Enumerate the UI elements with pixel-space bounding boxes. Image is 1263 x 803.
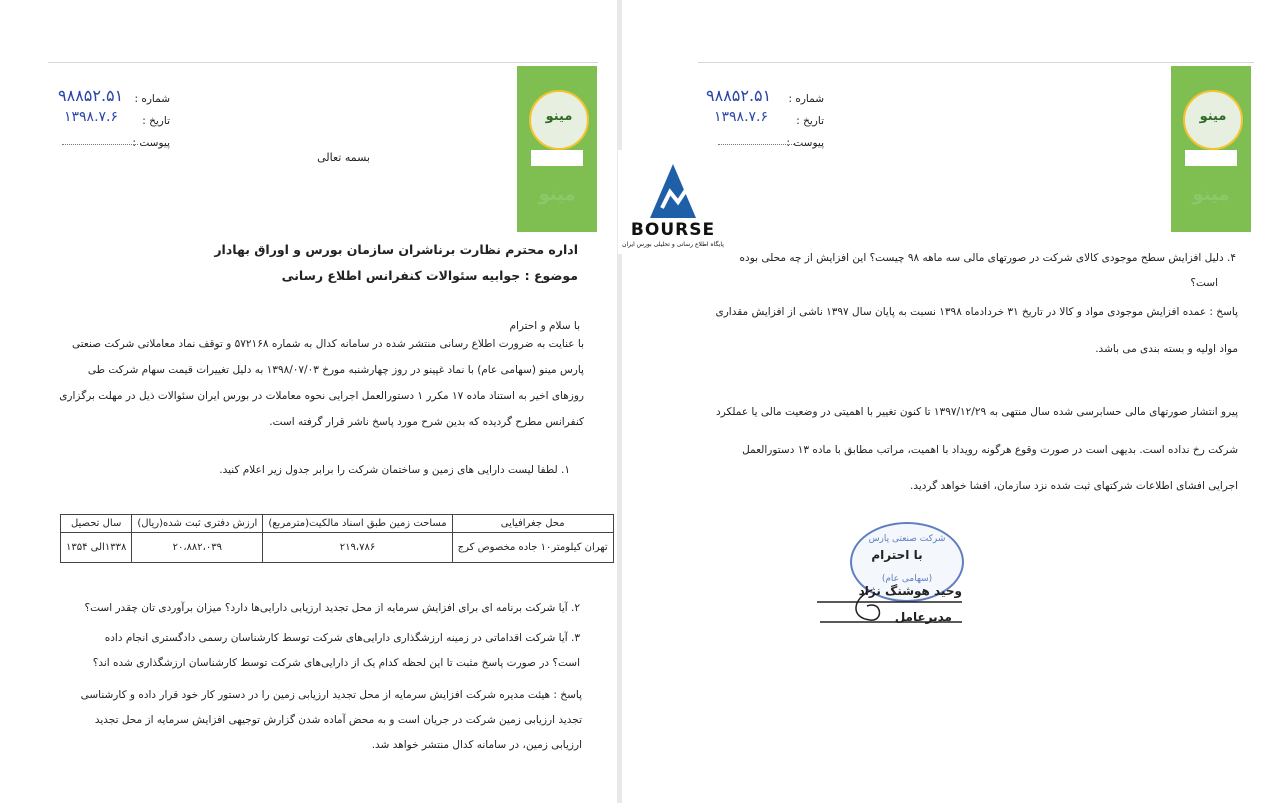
question-3-line: است؟ در صورت پاسخ مثبت تا این لحظه کدام یک از دارایی‌های شرکت توسط کارشناسان ارزشگذاری شده اند؟ xyxy=(92,657,580,669)
signer-name: وحید هوشنگ نژاد xyxy=(858,584,962,598)
intro-line: کنفرانس مطرح گردیده که بدین شرح مورد پاسخ ناشر قرار گرفته است. xyxy=(269,416,584,428)
addressee: اداره محترم نظارت برناشران سازمان بورس و اوراق بهادار xyxy=(214,242,578,257)
logo-cloth-icon xyxy=(1185,150,1237,166)
attachment-label: پیوست : xyxy=(786,137,824,149)
table-header-cell: محل جغرافیایی xyxy=(452,515,613,533)
greeting: با سلام و احترام xyxy=(509,320,580,332)
signature-icon xyxy=(812,580,972,628)
logo-cloth-icon xyxy=(531,150,583,166)
company-seal-icon: مینو xyxy=(1183,90,1243,150)
attachment-label: پیوست : xyxy=(132,137,170,149)
number-value: ۹۸۸۵۲.۵۱ xyxy=(706,86,772,105)
company-brand: مینو xyxy=(538,184,576,205)
number-label: شماره : xyxy=(788,93,824,105)
header-rule xyxy=(698,62,1254,63)
signer-title: مدیرعامل xyxy=(894,610,952,624)
company-brand: مینو xyxy=(1192,184,1230,205)
assets-table xyxy=(60,514,614,563)
followup-line: شرکت رخ نداده است. بدیهی است در صورت وقوع هرگونه رویداد با اهمیت، مراتب مطابق با ماده ۱۳ دستورالعمل xyxy=(742,444,1238,456)
table-header-row xyxy=(61,515,614,533)
closing: با احترام xyxy=(871,548,923,562)
stamp-text-top: شرکت صنعتی پارس xyxy=(868,534,946,544)
answer-3-line: پاسخ : هیئت مدیره شرکت افزایش سرمایه از محل تجدید ارزیابی زمین را در دستور کار خود قرار داده و کارشناسی xyxy=(80,689,582,701)
company-logo-caption xyxy=(517,172,597,218)
question-4-line: است؟ xyxy=(1190,277,1218,289)
company-type: (سهامی عام) xyxy=(1185,207,1237,217)
date-label: تاریخ : xyxy=(796,115,824,127)
company-type: (سهامی عام) xyxy=(531,207,583,217)
bourse-emblem-icon xyxy=(648,162,698,220)
subject: موضوع : جوابیه سئوالات کنفرانس اطلاع رسانی xyxy=(281,268,578,283)
question-4-line: ۴. دلیل افزایش سطح موجودی کالای شرکت در صورتهای مالی سه ماهه ۹۸ چیست؟ این افزایش از چه محلی بوده xyxy=(739,252,1236,264)
company-seal-icon: مینو xyxy=(529,90,589,150)
number-label: شماره : xyxy=(134,93,170,105)
attachment-line xyxy=(718,144,794,145)
answer-4-line: مواد اولیه و بسته بندی می باشد. xyxy=(1095,343,1238,355)
invocation: بسمه تعالی xyxy=(317,151,370,164)
letter-page-right xyxy=(622,0,1263,803)
intro-line: پارس مینو (سهامی عام) با نماد غپینو در روز چهارشنبه مورخ ۱۳۹۸/۰۷/۰۳ به دلیل تغییرات قیمت سهام شرکت طی xyxy=(87,364,584,376)
table-cell: ۱۳۳۸الی ۱۳۵۴ xyxy=(61,533,132,563)
intro-line: روزهای اخیر به استناد ماده ۱۷ مکرر ۱ دستورالعمل اجرایی نحوه معاملات در بورس ایران سئوالات ذیل در مهلت برگزاری xyxy=(59,390,584,402)
number-value: ۹۸۸۵۲.۵۱ xyxy=(58,86,124,105)
company-name-line: شرکت صنعتی پارس xyxy=(1172,173,1250,183)
table-header-cell: مساحت زمین طبق اسناد مالکیت(مترمربع) xyxy=(263,515,452,533)
bourse-tagline: پایگاه اطلاع رسانی و تحلیلی بورس ایران xyxy=(622,241,724,248)
table-cell: ۲۱۹،۷۸۶ xyxy=(263,533,452,563)
table-header-cell: سال تحصیل xyxy=(61,515,132,533)
letter-page-left xyxy=(0,0,617,803)
answer-3-line: ارزیابی زمین، در سامانه کدال منتشر خواهد شد. xyxy=(371,739,582,751)
question-2: ۲. آیا شرکت برنامه ای برای افزایش سرمایه از محل تجدید ارزیابی دارایی‌ها دارد؟ میزان برآوردی تان چقدر است؟ xyxy=(84,602,580,614)
table-cell: ۲۰،۸۸۲،۰۳۹ xyxy=(132,533,263,563)
date-value: ۱۳۹۸.۷.۶ xyxy=(64,109,119,125)
question-1: ۱. لطفا لیست دارایی های زمین و ساختمان شرکت را برابر جدول زیر اعلام کنید. xyxy=(219,464,570,476)
date-value: ۱۳۹۸.۷.۶ xyxy=(714,109,769,125)
followup-line: اجرایی افشای اطلاعات شرکتهای ثبت شده نزد سازمان، افشا خواهد گردید. xyxy=(909,480,1238,492)
followup-line: پیرو انتشار صورتهای مالی حسابرسی شده سال منتهی به ۱۳۹۷/۱۲/۲۹ تا کنون تغییر با اهمیتی در وضعیت مالی یا عملکرد xyxy=(716,406,1238,418)
question-3-line: ۳. آیا شرکت اقداماتی در زمینه ارزشگذاری دارایی‌های شرکت توسط کارشناسان رسمی دادگستری انجام داده xyxy=(104,632,580,644)
answer-4-line: پاسخ : عمده افزایش موجودی مواد و کالا در تاریخ ۳۱ خردادماه ۱۳۹۸ نسبت به پایان سال ۱۳۹۷ ناشی از افزایش مقداری xyxy=(715,306,1238,318)
company-name-line: شرکت صنعتی پارس xyxy=(518,173,596,183)
attachment-line xyxy=(62,144,138,145)
table-row xyxy=(61,533,614,563)
bourse-logo xyxy=(618,150,728,254)
answer-3-line: تجدید ارزیابی زمین شرکت در جریان است و به محض آماده شدن گزارش توجیهی افزایش سرمایه از محل تجدید xyxy=(94,714,582,726)
header-rule xyxy=(48,62,598,63)
table-header-cell: ارزش دفتری ثبت شده(ریال) xyxy=(132,515,263,533)
table-cell: تهران کیلومتر۱۰ جاده مخصوص کرج xyxy=(452,533,613,563)
intro-line: با عنایت به ضرورت اطلاع رسانی منتشر شده در سامانه کدال به شماره ۵۷۲۱۶۸ و توقف نماد معاملاتی شرکت صنعتی xyxy=(72,338,584,350)
stamp-text-bottom: (سهامی عام) xyxy=(881,574,933,584)
date-label: تاریخ : xyxy=(142,115,170,127)
company-logo-caption xyxy=(1171,172,1251,218)
bourse-brand: BOURSE xyxy=(630,220,716,240)
